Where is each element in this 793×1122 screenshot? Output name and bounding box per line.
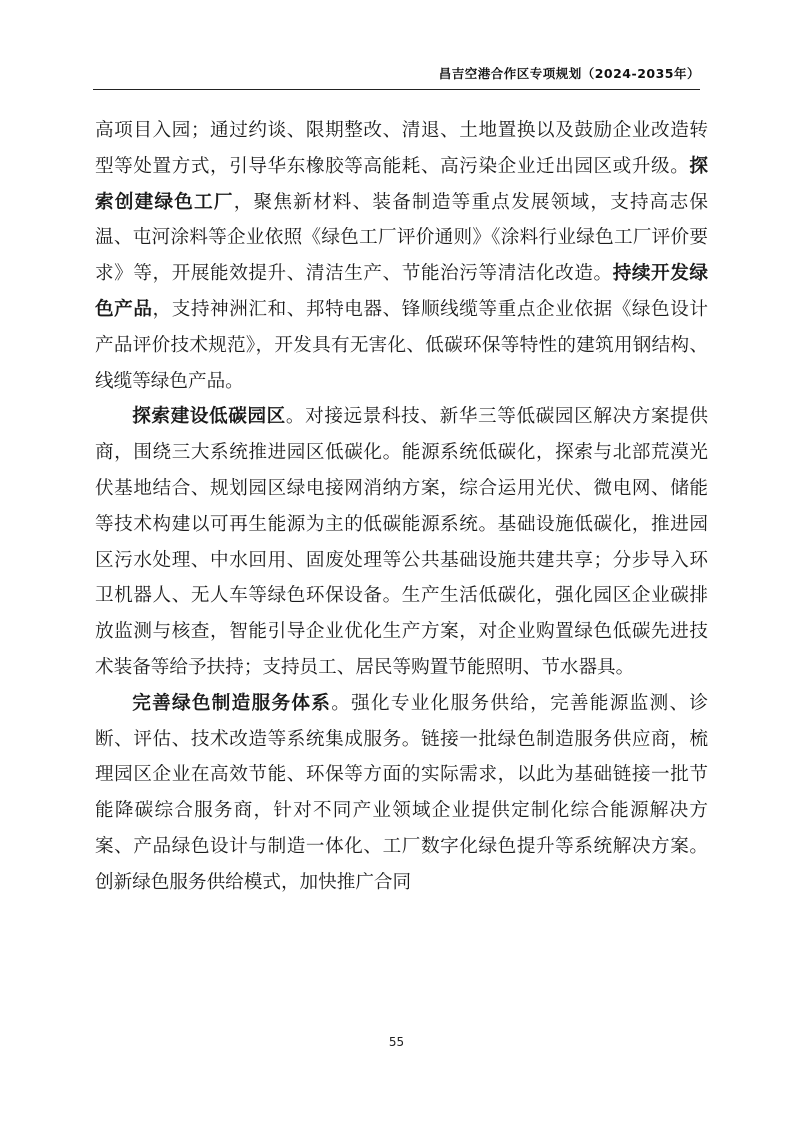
emphasis-heading-green-factory: 探索创建绿色工厂 xyxy=(95,155,708,213)
emphasis-heading-green-service-system: 完善绿色制造服务体系 xyxy=(132,692,332,714)
text-segment: 。对接远景科技、新华三等低碳园区解决方案提供商，围绕三大系统推进园区低碳化。能源系统低碳化，探索与北部荒漠光伏基地结合、规划园区绿电接网消纳方案，综合运用光伏、微电网、储能等技术构建以可再生能源为主的低碳能源系统。基础设施低碳化，推进园区污水处理、中水回用、固废处理等公共基础设施共建共享；分步导入环卫机器人、无人车等绿色环保设备。生产生活低碳化，强化园区企业碳排放监测与核查，智能引导企业优化生产方案，对企业购置绿色低碳先进技术装备等给予扶持；支持员工、居民等购置节能照明、节水器具。 xyxy=(95,406,708,678)
paragraph-continued xyxy=(95,113,708,399)
text-segment: ，聚焦新材料、装备制造等重点发展领域，支持高志保温、屯河涂料等企业依照《绿色工厂评价通则》《涂料行业绿色工厂评价要求》等，开展能效提升、清洁生产、节能治污等清洁化改造。 xyxy=(95,191,708,285)
text-segment: 高项目入园；通过约谈、限期整改、清退、土地置换以及鼓励企业改造转型等处置方式，引导华东橡胶等高能耗、高污染企业迁出园区或升级。 xyxy=(95,120,708,177)
emphasis-heading-green-products: 持续开发绿色产品 xyxy=(95,263,708,320)
body-text xyxy=(95,113,708,901)
header-rule xyxy=(93,89,700,90)
text-segment: 。强化专业化服务供给，完善能源监测、诊断、评估、技术改造等系统集成服务。链接一批绿色制造服务供应商，梳理园区企业在高效节能、环保等方面的实际需求，以此为基础链接一批节能降碳综合服务商，针对不同产业领域企业提供定制化综合能源解决方案、产品绿色设计与制造一体化、工厂数字化绿色提升等系统解决方案。创新绿色服务供给模式，加快推广合同 xyxy=(95,692,708,893)
running-header xyxy=(93,64,700,88)
text-segment: ，支持神洲汇和、邦特电器、锋顺线缆等重点企业依据《绿色设计产品评价技术规范》，开发具有无害化、低碳环保等特性的建筑用钢结构、线缆等绿色产品。 xyxy=(95,298,708,392)
paragraph-low-carbon-park xyxy=(95,399,708,685)
paragraph-green-service-system xyxy=(95,686,708,901)
page-number: 55 xyxy=(388,1035,405,1049)
header-title: 昌吉空港合作区专项规划（2024-2035年） xyxy=(438,66,700,81)
emphasis-heading-low-carbon-park: 探索建设低碳园区 xyxy=(132,406,286,428)
